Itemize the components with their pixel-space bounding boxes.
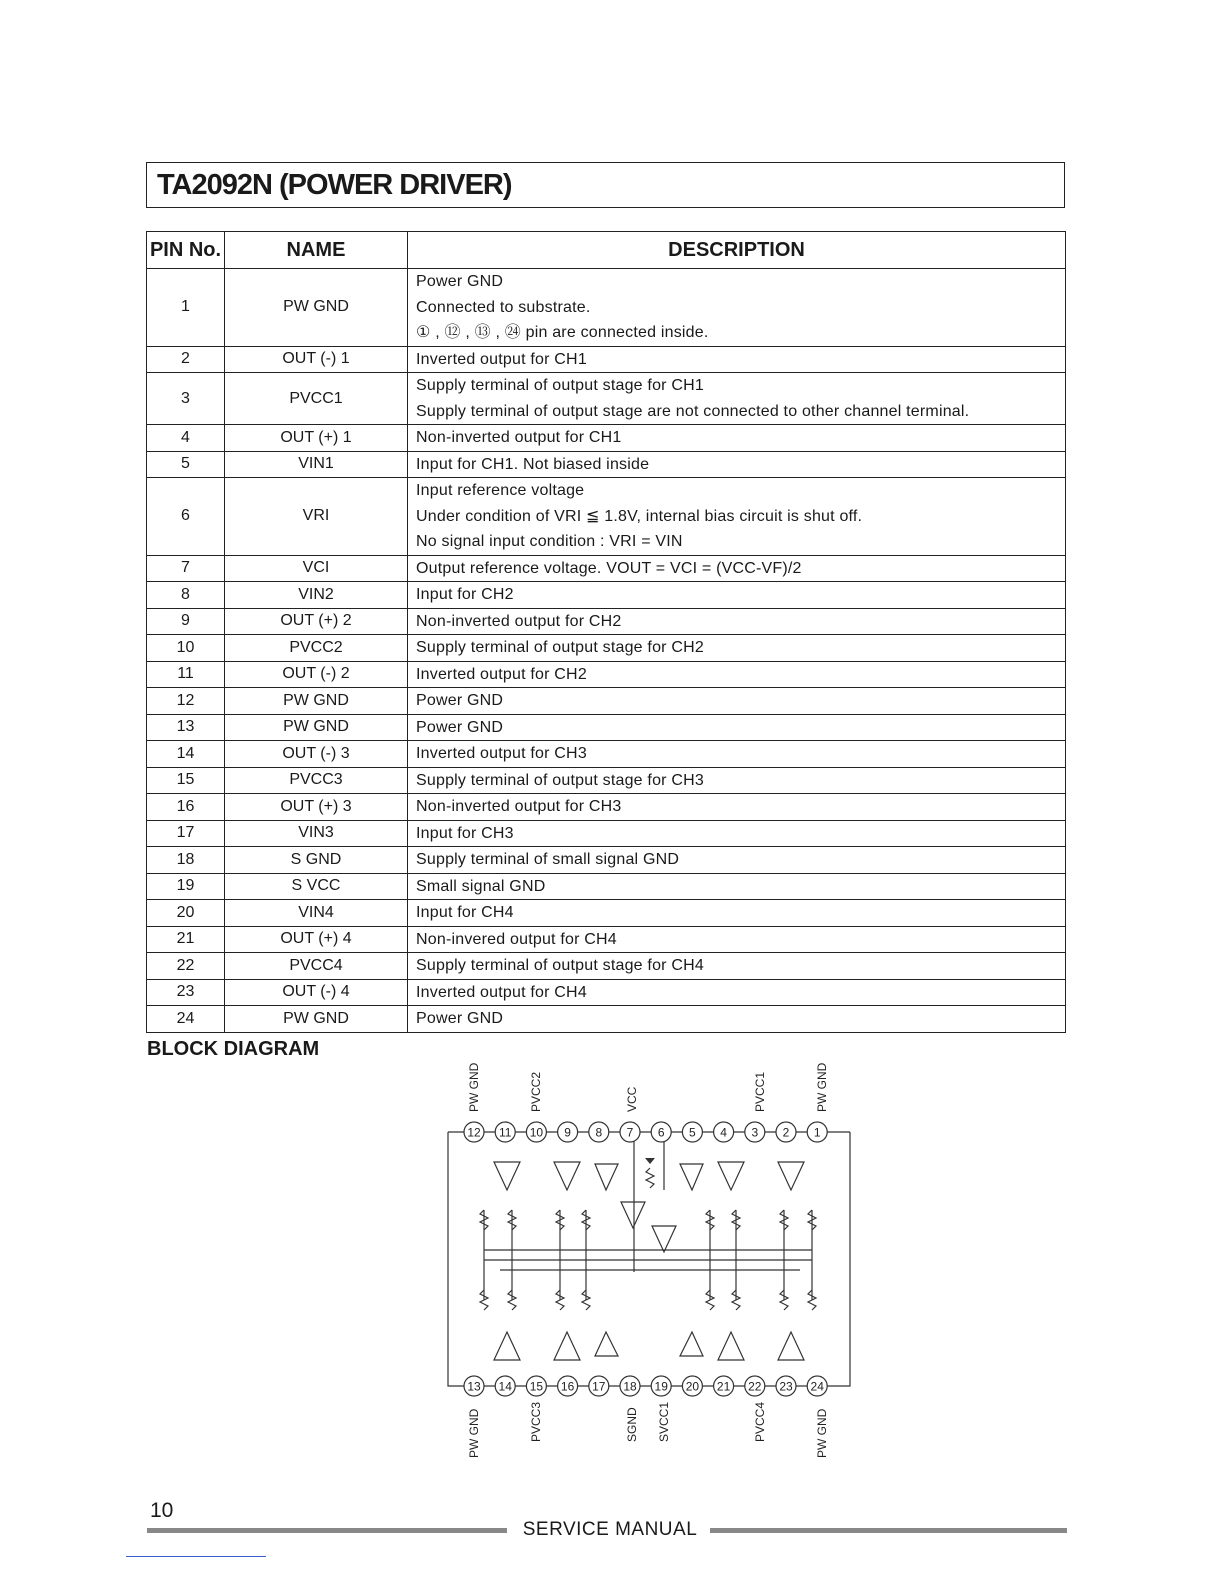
pin-number-cell: 5 (147, 451, 225, 478)
header-pin: PIN No. (147, 232, 225, 269)
description-line: Non-inverted output for CH1 (416, 429, 622, 446)
table-row (147, 979, 1066, 1006)
pin-label-13: PW GND (467, 1408, 481, 1458)
pin-name-cell: OUT (-) 3 (225, 741, 408, 768)
description-line: Inverted output for CH3 (416, 745, 587, 762)
pin-number-label: 24 (810, 1379, 824, 1394)
title-box (146, 162, 1065, 208)
pin-name-cell: OUT (+) 1 (225, 425, 408, 452)
block-diagram-heading: BLOCK DIAGRAM (147, 1038, 320, 1060)
pin-name-cell: PVCC4 (225, 953, 408, 980)
pin-number-label: 22 (748, 1379, 762, 1394)
pin-name-cell: OUT (+) 3 (225, 794, 408, 821)
pin-number-cell: 7 (147, 555, 225, 582)
pin-number-cell: 21 (147, 926, 225, 953)
pin-number-label: 6 (657, 1125, 665, 1140)
pin-name-cell: OUT (+) 4 (225, 926, 408, 953)
amplifier-symbol (680, 1164, 703, 1190)
pin-number-label: 2 (782, 1125, 790, 1140)
footer-rule-right (710, 1528, 1067, 1533)
description-line: Supply terminal of small signal GND (416, 851, 680, 868)
description-line: ① , ⑫ , ⑬ , ㉔ pin are connected inside. (416, 324, 709, 341)
pin-name-cell: PVCC2 (225, 635, 408, 662)
corner-rule (126, 1556, 266, 1557)
pin-name-cell: S VCC (225, 873, 408, 900)
pin-number-cell: 17 (147, 820, 225, 847)
pin-name-cell: S GND (225, 847, 408, 874)
pin-description-cell (408, 847, 1066, 874)
pin-number-label: 14 (498, 1379, 512, 1394)
table-row (147, 608, 1066, 635)
table-row (147, 582, 1066, 609)
pin-description-cell (408, 582, 1066, 609)
pin-number-cell: 15 (147, 767, 225, 794)
pin-label-10: PVCC2 (529, 1071, 543, 1112)
pin-description-cell (408, 979, 1066, 1006)
description-line: Supply terminal of output stage for CH3 (416, 771, 704, 789)
pin-name-cell: OUT (-) 2 (225, 661, 408, 688)
amplifier-symbol (778, 1332, 804, 1360)
pin-label-12: PW GND (467, 1062, 481, 1112)
pin-name-cell: VIN3 (225, 820, 408, 847)
block-diagram (440, 1050, 860, 1470)
footer-label: SERVICE MANUAL (522, 1519, 698, 1540)
table-row (147, 425, 1066, 452)
pin-number-cell: 2 (147, 346, 225, 373)
pin-number-cell: 6 (147, 478, 225, 556)
pin-number-cell: 3 (147, 373, 225, 425)
table-header-row (147, 232, 1066, 269)
amplifier-symbol (718, 1162, 744, 1190)
pin-description-cell (408, 451, 1066, 478)
pin-label-15: PVCC3 (529, 1401, 543, 1442)
pin-description-cell (408, 953, 1066, 980)
amplifier-symbol (494, 1332, 520, 1360)
description-line: Output reference voltage. VOUT = VCI = (VCC-VF)/2 (416, 559, 802, 577)
description-line: Input for CH1. Not biased inside (416, 455, 650, 473)
description-line: No signal input condition : VRI = VIN (416, 533, 683, 550)
amplifier-symbol (621, 1202, 645, 1228)
pin-name-cell: VRI (225, 478, 408, 556)
description-line: Inverted output for CH1 (416, 350, 587, 368)
pin-description-cell (408, 900, 1066, 927)
pin-description-cell (408, 741, 1066, 768)
description-line: Power GND (416, 718, 504, 736)
pin-description-cell (408, 661, 1066, 688)
table-row (147, 451, 1066, 478)
header-description: DESCRIPTION (408, 232, 1066, 269)
table-row (147, 900, 1066, 927)
pin-number-cell: 22 (147, 953, 225, 980)
description-line: Small signal GND (416, 877, 546, 895)
pin-name-cell: PW GND (225, 269, 408, 347)
pin-description-cell (408, 767, 1066, 794)
pin-number-cell: 12 (147, 688, 225, 715)
package-outline (448, 1132, 850, 1386)
pin-number-label: 8 (595, 1125, 603, 1140)
pin-number-label: 18 (623, 1379, 637, 1394)
table-row (147, 269, 1066, 347)
pin-number-label: 9 (564, 1125, 571, 1140)
pin-label-3: PVCC1 (753, 1071, 767, 1112)
table-row (147, 555, 1066, 582)
table-row (147, 873, 1066, 900)
pin-description-cell (408, 926, 1066, 953)
pin-number-cell: 19 (147, 873, 225, 900)
pin-description-cell (408, 688, 1066, 715)
pin-number-cell: 11 (147, 661, 225, 688)
pin-number-label: 23 (779, 1379, 793, 1394)
pin-label-1: PW GND (815, 1062, 829, 1112)
pin-description-cell (408, 1006, 1066, 1033)
amplifier-symbol (554, 1162, 580, 1190)
pin-name-cell: PVCC3 (225, 767, 408, 794)
pin-number-label: 15 (529, 1379, 544, 1394)
pin-description-cell (408, 346, 1066, 373)
table-row (147, 635, 1066, 662)
pin-description-cell (408, 820, 1066, 847)
description-line: Input reference voltage (416, 482, 585, 499)
pin-number-label: 21 (716, 1379, 731, 1394)
amplifier-symbol (680, 1332, 703, 1356)
pin-description-cell (408, 714, 1066, 741)
pin-number-cell: 10 (147, 635, 225, 662)
pin-number-label: 11 (498, 1125, 512, 1140)
pin-number-label: 7 (626, 1125, 634, 1140)
pin-number-label: 20 (685, 1379, 700, 1394)
pin-label-22: PVCC4 (753, 1401, 767, 1442)
pin-name-cell: VIN2 (225, 582, 408, 609)
pin-name-cell: PW GND (225, 714, 408, 741)
pin-number-cell: 1 (147, 269, 225, 347)
amplifier-symbol (778, 1162, 804, 1190)
pin-number-label: 17 (592, 1379, 606, 1394)
pin-label-19: SVCC1 (657, 1401, 671, 1442)
amplifier-symbol (718, 1332, 744, 1360)
description-line: Non-invered output for CH4 (416, 930, 617, 948)
pin-number-cell: 23 (147, 979, 225, 1006)
table-row (147, 953, 1066, 980)
table-row (147, 847, 1066, 874)
pin-number-cell: 18 (147, 847, 225, 874)
pin-number-label: 3 (751, 1125, 759, 1140)
diode-symbol (645, 1158, 655, 1164)
header-name: NAME (225, 232, 408, 269)
pin-number-label: 19 (654, 1379, 668, 1394)
description-line: Power GND (416, 273, 504, 290)
pin-number-cell: 9 (147, 608, 225, 635)
amplifier-symbol (554, 1332, 580, 1360)
description-line: Power GND (416, 692, 504, 709)
pin-description-cell (408, 873, 1066, 900)
pin-label-7: VCC (625, 1086, 639, 1112)
description-line: Supply terminal of output stage are not connected to other channel terminal. (416, 402, 970, 420)
amplifier-symbol (494, 1162, 520, 1190)
amplifier-symbol (652, 1226, 676, 1252)
pin-name-cell: OUT (+) 2 (225, 608, 408, 635)
description-line: Input for CH4 (416, 904, 514, 921)
pin-description-cell (408, 478, 1066, 556)
pin-description-cell (408, 555, 1066, 582)
table-row (147, 926, 1066, 953)
amplifier-symbol (595, 1332, 618, 1356)
table-row (147, 661, 1066, 688)
pin-name-cell: VIN1 (225, 451, 408, 478)
pin-name-cell: VIN4 (225, 900, 408, 927)
pin-number-label: 10 (529, 1125, 544, 1140)
pin-name-cell: VCI (225, 555, 408, 582)
table-row (147, 794, 1066, 821)
pin-label-18: SGND (625, 1407, 639, 1442)
description-line: Supply terminal of output stage for CH1 (416, 377, 704, 394)
pin-table (146, 231, 1066, 1033)
pin-number-label: 16 (560, 1379, 575, 1394)
description-line: Supply terminal of output stage for CH4 (416, 957, 704, 974)
table-row (147, 820, 1066, 847)
resistor-symbol (646, 1168, 654, 1188)
pin-number-cell: 16 (147, 794, 225, 821)
table-row (147, 767, 1066, 794)
table-row (147, 373, 1066, 425)
table-row (147, 478, 1066, 556)
pin-description-cell (408, 608, 1066, 635)
amplifier-symbol (595, 1164, 618, 1190)
description-line: Non-inverted output for CH3 (416, 798, 622, 815)
table-row (147, 741, 1066, 768)
description-line: Power GND (416, 1010, 504, 1027)
pin-description-cell (408, 635, 1066, 662)
pin-name-cell: PVCC1 (225, 373, 408, 425)
pin-description-cell (408, 794, 1066, 821)
pin-description-cell (408, 373, 1066, 425)
pin-number-label: 13 (467, 1379, 481, 1394)
pin-number-cell: 14 (147, 741, 225, 768)
description-line: Non-inverted output for CH2 (416, 612, 622, 630)
table-row (147, 346, 1066, 373)
pin-number-label: 12 (467, 1125, 481, 1140)
pin-number-label: 4 (720, 1125, 727, 1140)
description-line: Under condition of VRI ≦ 1.8V, internal bias circuit is shut off. (416, 507, 863, 525)
pin-number-label: 1 (813, 1125, 821, 1140)
page-number: 10 (150, 1499, 174, 1522)
description-line: Inverted output for CH2 (416, 665, 587, 683)
table-row (147, 688, 1066, 715)
pin-number-cell: 13 (147, 714, 225, 741)
pin-number-label: 5 (689, 1125, 696, 1140)
pin-number-cell: 20 (147, 900, 225, 927)
footer-rule-left (147, 1528, 507, 1533)
pin-number-cell: 8 (147, 582, 225, 609)
pin-number-cell: 24 (147, 1006, 225, 1033)
table-row (147, 1006, 1066, 1033)
pin-name-cell: OUT (-) 4 (225, 979, 408, 1006)
pin-number-cell: 4 (147, 425, 225, 452)
table-row (147, 714, 1066, 741)
description-line: Connected to substrate. (416, 298, 591, 316)
page-title: TA2092N (POWER DRIVER) (157, 169, 512, 201)
pin-name-cell: OUT (-) 1 (225, 346, 408, 373)
pin-label-24: PW GND (815, 1408, 829, 1458)
description-line: Input for CH3 (416, 824, 514, 842)
description-line: Inverted output for CH4 (416, 983, 587, 1001)
pin-name-cell: PW GND (225, 1006, 408, 1033)
pin-name-cell: PW GND (225, 688, 408, 715)
pin-table-body (147, 269, 1066, 1033)
description-line: Supply terminal of output stage for CH2 (416, 639, 704, 656)
pin-description-cell (408, 269, 1066, 347)
description-line: Input for CH2 (416, 586, 514, 603)
pin-description-cell (408, 425, 1066, 452)
